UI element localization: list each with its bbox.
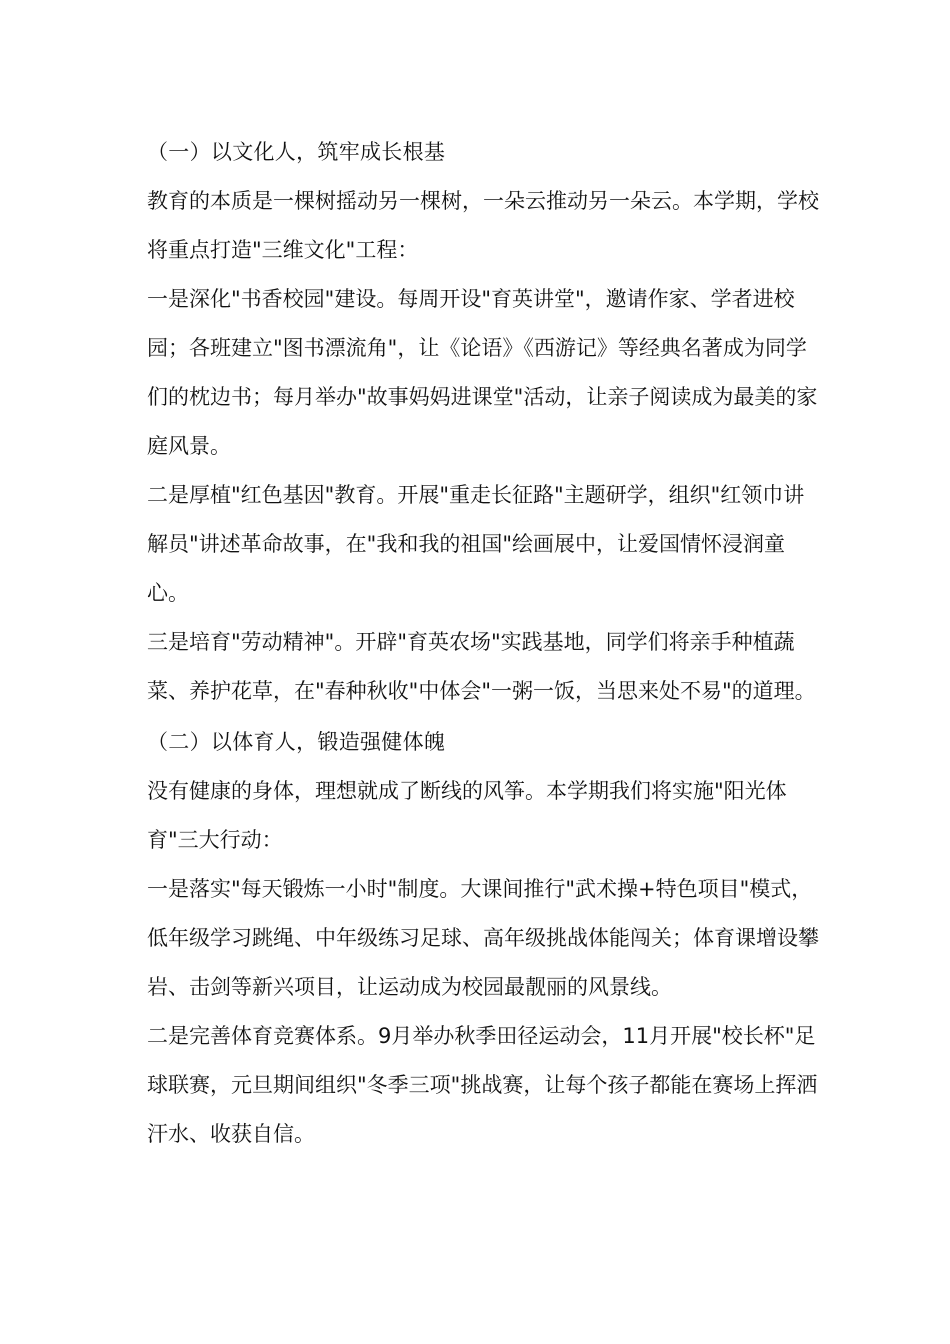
paragraph-labor-spirit: 三是培育"劳动精神"。开辟"育英农场"实践基地，同学们将亲手种植蔬菜、养护花草，在"春种秋收"中体会"一粥一饭，当思来处不易"的道理。 — [147, 630, 816, 703]
section-heading-culture: （一）以文化人，筑牢成长根基 — [147, 140, 446, 164]
paragraph-reading-campus: 一是深化"书香校园"建设。每周开设"育英讲堂"，邀请作家、学者进校园；各班建立"图书漂流角"，让《论语》《西游记》等经典名著成为同学们的枕边书；每月举办"故事妈妈进课堂"活动，让亲子阅读成为最美的家庭风景。 — [147, 287, 818, 458]
paragraph-sports-competition: 二是完善体育竞赛体系。9月举办秋季田径运动会，11月开展"校长杯"足球联赛，元旦期间组织"冬季三项"挑战赛，让每个孩子都能在赛场上挥洒汗水、收获自信。 — [147, 1024, 818, 1146]
document-body — [147, 128, 827, 1159]
paragraph-red-gene: 二是厚植"红色基因"教育。开展"重走长征路"主题研学，组织"红领巾讲解员"讲述革命故事，在"我和我的祖国"绘画展中，让爱国情怀浸润童心。 — [147, 483, 805, 605]
paragraph-sports-intro: 没有健康的身体，理想就成了断线的风筝。本学期我们将实施"阳光体育"三大行动： — [147, 779, 787, 852]
paragraph-daily-exercise: 一是落实"每天锻炼一小时"制度。大课间推行"武术操+特色项目"模式，低年级学习跳绳、中年级练习足球、高年级挑战体能闯关；体育课增设攀岩、击剑等新兴项目，让运动成为校园最靓丽的风景线。 — [147, 877, 819, 999]
paragraph-culture-intro: 教育的本质是一棵树摇动另一棵树，一朵云推动另一朵云。本学期，学校将重点打造"三维文化"工程： — [147, 189, 819, 262]
section-heading-sports: （二）以体育人，锻造强健体魄 — [147, 730, 446, 754]
